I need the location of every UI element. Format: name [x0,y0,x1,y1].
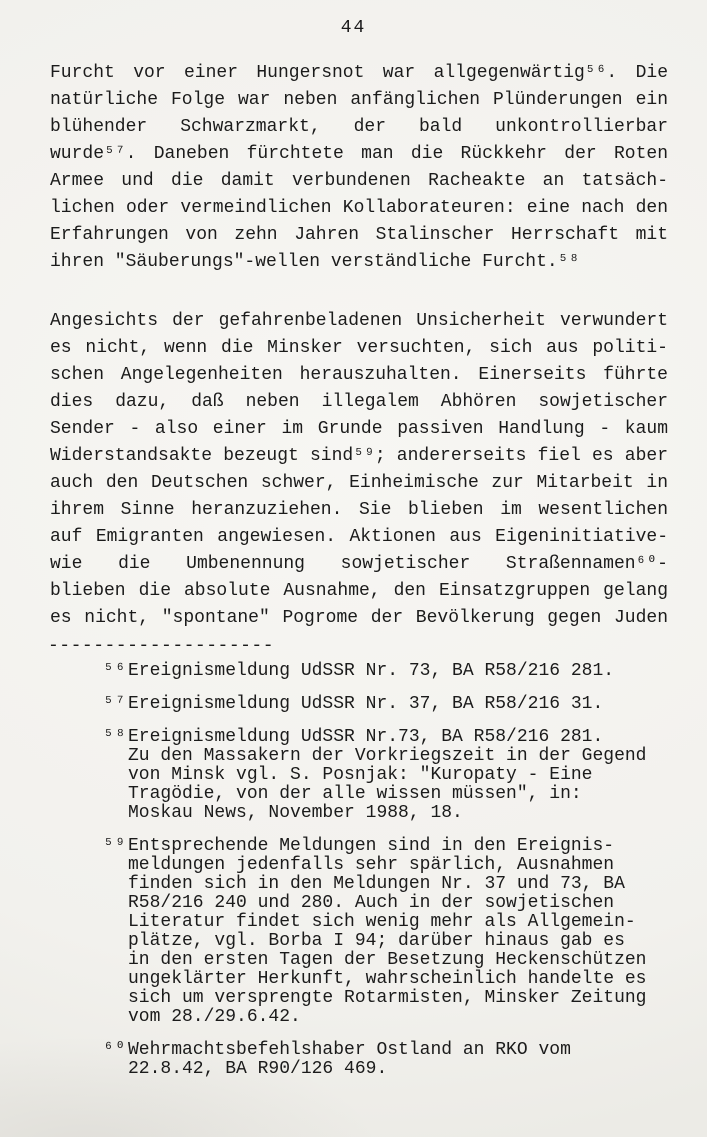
paragraph [50,60,668,276]
text-line: natürliche Folge war neben anfänglichen Plünderungen ein [50,90,668,110]
footnote-text [128,662,707,681]
footnote-line: Zu den Massakern der Vorkriegszeit in der Gegend [128,746,647,766]
footnote-line: Tragödie, von der alle wissen müssen", in: [128,784,582,804]
text-line: auch den Deutschen schwer, Einheimische zur Mitarbeit in [50,473,668,493]
footnote-line: meldungen jedenfalls sehr spärlich, Ausnahmen [128,855,615,875]
text-line: blühender Schwarzmarkt, der bald unkontrollierbar [50,117,668,137]
text-line: Armee und die damit verbundenen Racheakte an tatsäch- [50,171,668,191]
text-line: lichen oder vermeindlichen Kollaborateuren: eine nach den [50,198,668,218]
footnote-item [103,662,707,681]
footnote-line: Ereignismeldung UdSSR Nr. 37, BA R58/216 31. [128,694,604,714]
text-line: ihrem Sinne heranzuziehen. Sie blieben im wesentlichen [50,500,668,520]
text-line: es nicht, "spontane" Pogrome der Bevölkerung gegen Juden [50,608,668,628]
footnote-line: von Minsk vgl. S. Posnjak: "Kuropaty - Eine [128,765,593,785]
footnote-line: Ereignismeldung UdSSR Nr. 73, BA R58/216 281. [128,661,615,681]
footnote-line: finden sich in den Meldungen Nr. 37 und 73, BA [128,874,625,894]
document-body [50,60,668,632]
footnote-item [103,837,707,1027]
footnote-marker: ⁵⁸ [103,727,127,747]
footnote-item [103,728,707,823]
footnote-line: ungeklärter Herkunft, wahrscheinlich handelte es [128,969,647,989]
footnote-line: Ereignismeldung UdSSR Nr.73, BA R58/216 281. [128,727,604,747]
footnote-line: R58/216 240 und 280. Auch in der sowjetischen [128,893,615,913]
footnote-line: plätze, vgl. Borba I 94; darüber hinaus gab es [128,931,625,951]
text-line: schen Angelegenheiten herauszuhalten. Einerseits führte [50,365,668,385]
text-line: Widerstandsakte bezeugt sind⁵⁹; andererseits fiel es aber [50,446,668,466]
text-line: Sender - also einer im Grunde passiven Handlung - kaum [50,419,668,439]
footnote-marker: ⁵⁶ [103,661,127,681]
text-line: wie die Umbenennung sowjetischer Straßennamen⁶⁰- [50,554,668,574]
footnote-separator: -------------------- [48,636,275,656]
footnote-line: vom 28./29.6.42. [128,1007,301,1027]
text-line: es nicht, wenn die Minsker versuchten, sich aus politi- [50,338,668,358]
text-line: auf Emigranten angewiesen. Aktionen aus Eigeninitiative- [50,527,668,547]
text-line: Furcht vor einer Hungersnot war allgegenwärtig⁵⁶. Die [50,63,668,83]
footnote-line: Literatur findet sich wenig mehr als Allgemein- [128,912,636,932]
footnote-text [128,695,707,714]
footnote-line: Entsprechende Meldungen sind in den Ereignis- [128,836,615,856]
text-line: blieben die absolute Ausnahme, den Einsatzgruppen gelang [50,581,668,601]
footnote-text [128,837,707,1027]
footnote-item [103,1041,707,1079]
footnote-marker: ⁶⁰ [103,1040,127,1060]
page-number: 44 [340,18,367,38]
footnote-text [128,728,707,823]
footnote-line: Moskau News, November 1988, 18. [128,803,463,823]
text-line: dies dazu, daß neben illegalem Abhören sowjetischer [50,392,668,412]
footnotes-section [103,662,707,1079]
text-line: wurde⁵⁷. Daneben fürchtete man die Rückkehr der Roten [50,144,668,164]
footnote-line: 22.8.42, BA R90/126 469. [128,1059,388,1079]
footnote-item [103,695,707,714]
paragraph [50,308,668,632]
text-line: Angesichts der gefahrenbeladenen Unsicherheit verwundert [50,311,668,331]
footnote-marker: ⁵⁹ [103,836,127,856]
footnote-marker: ⁵⁷ [103,694,127,714]
footnote-line: sich um versprengte Rotarmisten, Minsker Zeitung [128,988,647,1008]
footnote-line: Wehrmachtsbefehlshaber Ostland an RKO vom [128,1040,571,1060]
text-line: ihren "Säuberungs"-wellen verständliche Furcht.⁵⁸ [50,252,580,272]
text-line: Erfahrungen von zehn Jahren Stalinscher Herrschaft mit [50,225,668,245]
footnote-text [128,1041,707,1079]
footnote-line: in den ersten Tagen der Besetzung Heckenschützen [128,950,647,970]
